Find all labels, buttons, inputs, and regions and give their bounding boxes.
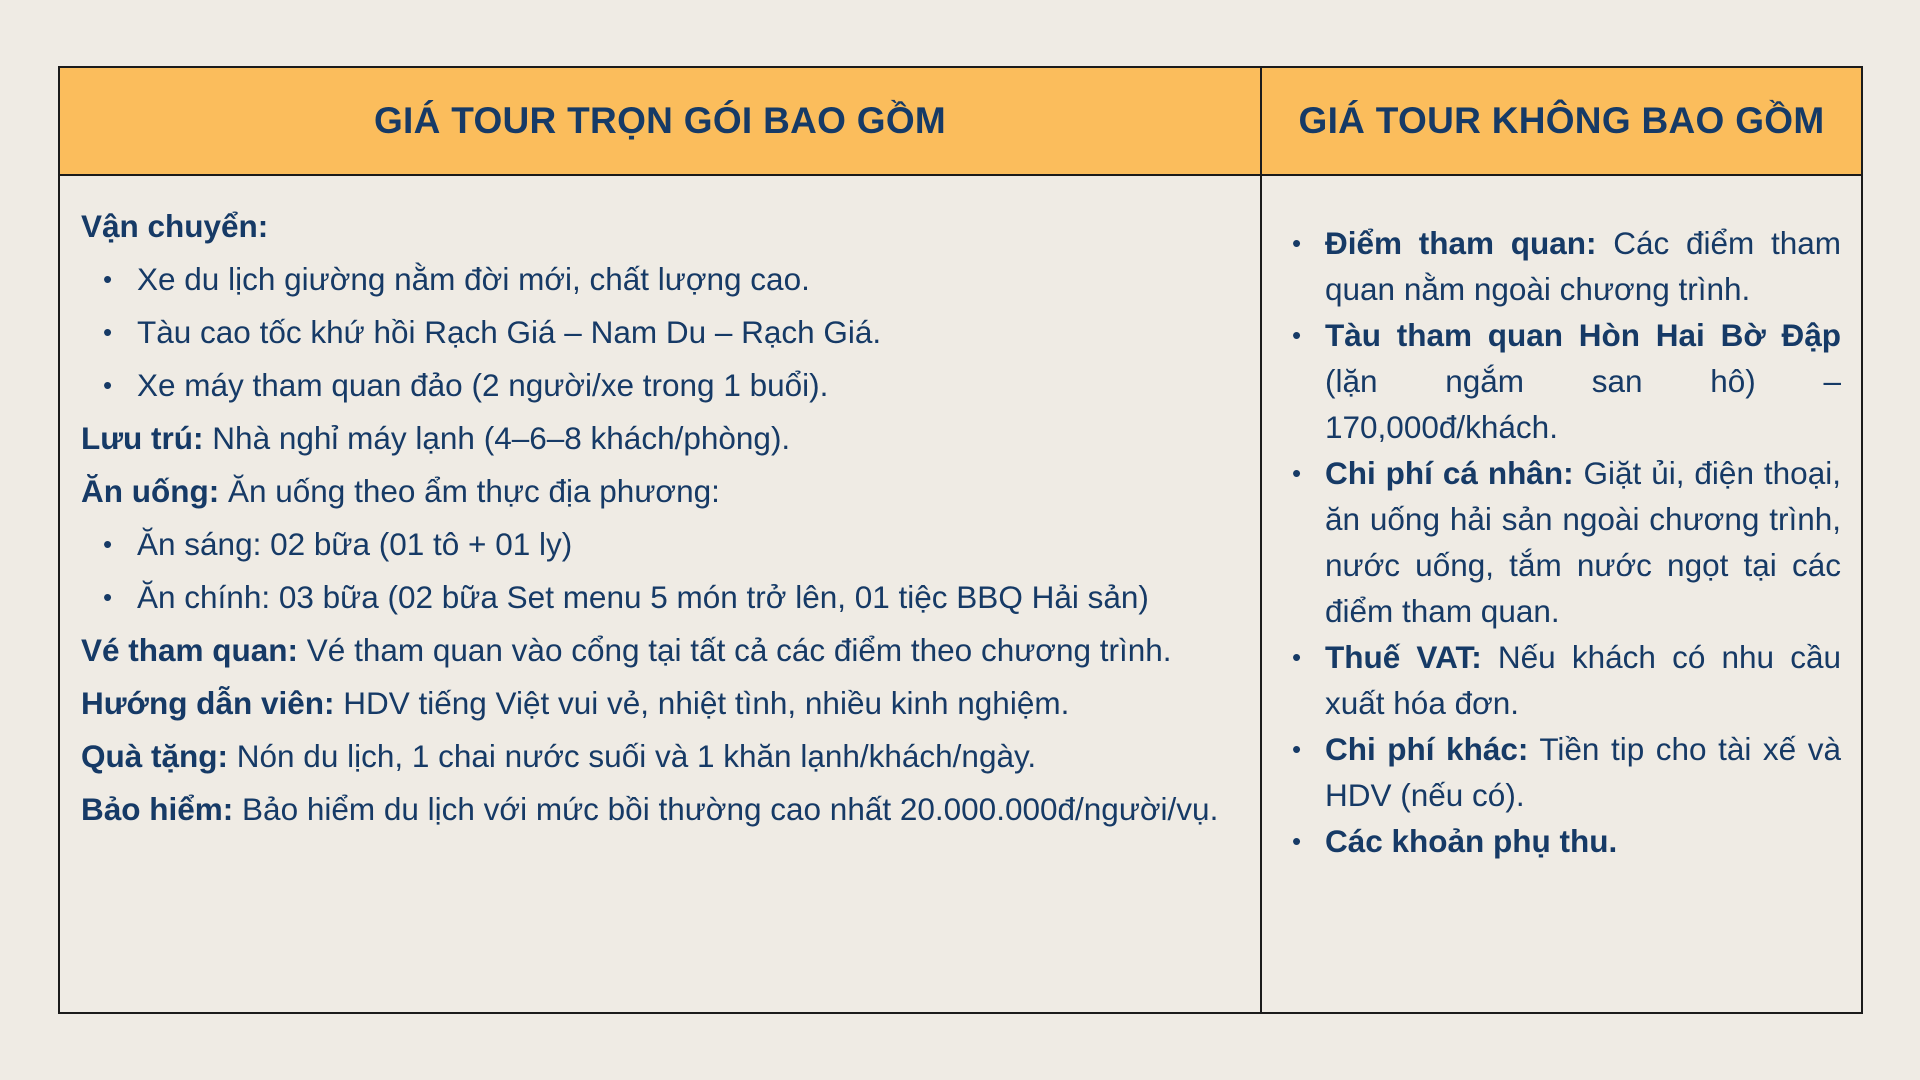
transport-section: [81, 200, 1240, 253]
excluded-header: GIÁ TOUR KHÔNG BAO GỒM: [1261, 67, 1862, 175]
guide-text: HDV tiếng Việt vui vẻ, nhiệt tình, nhiều kinh nghiệm.: [343, 685, 1070, 721]
list-item-label: Các khoản phụ thu.: [1325, 823, 1618, 859]
list-item-text: Các điểm tham quan nằm ngoài chương trình.: [1325, 225, 1841, 307]
insurance-label: Bảo hiểm:: [81, 791, 234, 827]
tickets-label: Vé tham quan:: [81, 632, 299, 668]
list-item: [1284, 634, 1841, 726]
tickets-section: [81, 624, 1240, 677]
list-item: [1284, 312, 1841, 450]
list-item-text: Xe du lịch giường nằm đời mới, chất lượng cao.: [137, 261, 810, 297]
gifts-label: Quà tặng:: [81, 738, 228, 774]
transport-label: Vận chuyển:: [81, 208, 269, 244]
meals-section: [81, 465, 1240, 518]
gifts-section: [81, 730, 1240, 783]
bullet-icon: •: [1292, 320, 1302, 350]
meals-label: Ăn uống:: [81, 473, 220, 509]
bullet-icon: •: [103, 582, 113, 612]
transport-list: [81, 253, 1240, 412]
list-item-label: Chi phí khác:: [1325, 731, 1529, 767]
guide-label: Hướng dẫn viên:: [81, 685, 335, 721]
bullet-icon: •: [1292, 458, 1302, 488]
list-item: [1284, 450, 1841, 634]
bullet-icon: •: [1292, 228, 1302, 258]
meals-list: [81, 518, 1240, 624]
bullet-icon: •: [103, 370, 113, 400]
bullet-icon: •: [103, 317, 113, 347]
list-item-text: Tiền tip cho tài xế và HDV (nếu có).: [1325, 731, 1841, 813]
list-item-text: Giặt ủi, điện thoại, ăn uống hải sản ngoài chương trình, nước uống, tắm nước ngọt tại các điểm tham quan.: [1325, 455, 1841, 629]
list-item-text: Ăn chính: 03 bữa (02 bữa Set menu 5 món trở lên, 01 tiệc BBQ Hải sản): [137, 579, 1149, 615]
list-item-text: Nếu khách có nhu cầu xuất hóa đơn.: [1325, 639, 1841, 721]
list-item-text: Tàu cao tốc khứ hồi Rạch Giá – Nam Du – Rạch Giá.: [137, 314, 882, 350]
bullet-icon: •: [1292, 826, 1302, 856]
list-item: [81, 253, 1240, 306]
bullet-icon: •: [103, 529, 113, 559]
list-item: [81, 518, 1240, 571]
included-header: GIÁ TOUR TRỌN GÓI BAO GỒM: [59, 67, 1261, 175]
excluded-list: [1284, 220, 1841, 864]
excluded-cell: [1261, 175, 1862, 1013]
list-item: [1284, 818, 1841, 864]
list-item: [1284, 220, 1841, 312]
bullet-icon: •: [1292, 734, 1302, 764]
meals-text: Ăn uống theo ẩm thực địa phương:: [227, 473, 720, 509]
list-item-text: (lặn ngắm san hô) – 170,000đ/khách.: [1325, 363, 1841, 445]
list-item-label: Tàu tham quan Hòn Hai Bờ Đập: [1325, 317, 1841, 353]
insurance-section: [81, 783, 1240, 836]
lodging-text: Nhà nghỉ máy lạnh (4–6–8 khách/phòng).: [212, 420, 791, 456]
lodging-section: [81, 412, 1240, 465]
bullet-icon: •: [1292, 642, 1302, 672]
lodging-label: Lưu trú:: [81, 420, 204, 456]
list-item: [1284, 726, 1841, 818]
gifts-text: Nón du lịch, 1 chai nước suối và 1 khăn lạnh/khách/ngày.: [236, 738, 1037, 774]
table-body-row: [59, 175, 1862, 1013]
table-header-row: [59, 67, 1862, 175]
list-item-text: Ăn sáng: 02 bữa (01 tô + 01 ly): [137, 526, 573, 562]
list-item-label: Điểm tham quan:: [1325, 225, 1597, 261]
list-item-text: Xe máy tham quan đảo (2 người/xe trong 1 buổi).: [137, 367, 829, 403]
tickets-text: Vé tham quan vào cổng tại tất cả các điểm theo chương trình.: [306, 632, 1172, 668]
bullet-icon: •: [103, 264, 113, 294]
guide-section: [81, 677, 1240, 730]
list-item: [81, 359, 1240, 412]
list-item-label: Thuế VAT:: [1325, 639, 1482, 675]
included-cell: [59, 175, 1261, 1013]
tour-price-table: [58, 66, 1863, 1014]
insurance-text: Bảo hiểm du lịch với mức bồi thường cao nhất 20.000.000đ/người/vụ.: [242, 791, 1219, 827]
list-item-label: Chi phí cá nhân:: [1325, 455, 1574, 491]
list-item: [81, 571, 1240, 624]
list-item: [81, 306, 1240, 359]
